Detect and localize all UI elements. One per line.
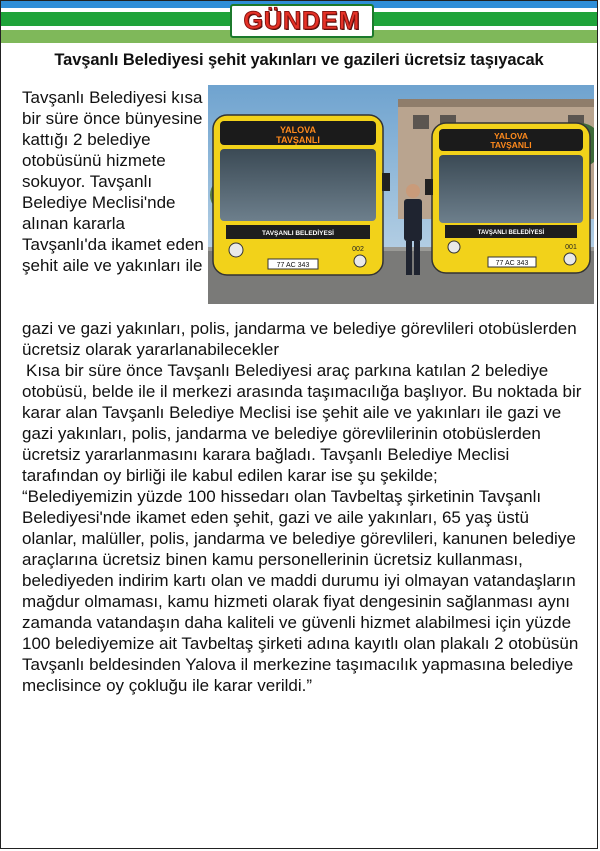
- svg-text:77 AC 343: 77 AC 343: [276, 262, 310, 269]
- section-header-band: [1, 1, 597, 43]
- svg-text:TAVŞANLI BELEDİYESİ: TAVŞANLI BELEDİYESİ: [262, 230, 334, 237]
- quoted-decision: “Belediyemizin yüzde 100 hissedarı olan Tavbeltaş şirketinin Tavşanlı Belediyesi'nde ikamet eden şehit, gazi ve aile yakınları, 65 yaş üstü olanlar, malüller, polis, jandarma ve belediye görevlileri, kanunen belediye araçlarına ücretsiz binen kamu personellerinin ücretsiz kullanması, belediyeden indirim kartı olan ve maddi durumu iyi olmayan vatandaşların mağdur olmaması, kamu hizmeti olarak fiyat dengesinin sağlanması aynı zamanda vatandaşın daha kaliteli ve güvenli hizmet alabilmesi için yüzde 100 belediyemize ait Tavbeltaş şirketi adına kayıtlı olan plakalı 2 otobüsün Tavşanlı beldesinden Yalova il merkezine taşımacılık yapmasına belediye meclisince oy çokluğu ile karar verildi.”: [22, 487, 579, 695]
- article-photo: [208, 85, 594, 304]
- section-logo-text: GÜNDEM: [243, 6, 361, 35]
- svg-text:TAVŞANLI: TAVŞANLI: [276, 135, 320, 145]
- article-body: [22, 318, 588, 696]
- svg-text:TAVŞANLI BELEDİYESİ: TAVŞANLI BELEDİYESİ: [477, 230, 545, 236]
- right-bus: [425, 123, 590, 273]
- article-headline: Tavşanlı Belediyesi şehit yakınları ve gazileri ücretsiz taşıyacak: [54, 51, 544, 69]
- svg-text:YALOVA: YALOVA: [279, 125, 317, 135]
- paragraph-2: Kısa bir süre önce Tavşanlı Belediyesi araç parkına katılan 2 belediye otobüsü, belde ile il merkezi arasında taşımacılığa başlıyor. Bu noktada bir karar alan Tavşanlı Belediye Meclisi ise şehit aile ve yakınları ile gazi ve gazi yakınları, polis, jandarma ve belediye görevlilerinin otobüslerden ücretsiz yararlanmasını karara bağladı. Tavşanlı Belediye Meclisi tarafından oy birliği ile kabul edilen karar ise şu şekilde;: [22, 361, 582, 485]
- intro-continuation: gazi ve gazi yakınları, polis, jandarma ve belediye görevlileri otobüslerden ücretsiz olarak yararlanabilecekler: [22, 319, 577, 359]
- svg-text:77 AC 343: 77 AC 343: [495, 260, 529, 267]
- section-logo: [230, 4, 374, 38]
- svg-text:001: 001: [565, 244, 577, 251]
- svg-text:TAVŞANLI: TAVŞANLI: [490, 140, 532, 150]
- svg-text:002: 002: [352, 246, 364, 253]
- article-intro: Tavşanlı Belediyesi kısa bir süre önce bünyesine kattığı 2 belediye otobüsünü hizmete sokuyor. Tavşanlı Belediye Meclisi'nde alınan kararla Tavşanlı'da ikamet eden şehit aile ve yakınları ile: [22, 88, 204, 275]
- svg-text:YALOVA: YALOVA: [493, 131, 529, 141]
- bus-photo-illustration: [208, 85, 594, 304]
- left-bus: [213, 115, 390, 275]
